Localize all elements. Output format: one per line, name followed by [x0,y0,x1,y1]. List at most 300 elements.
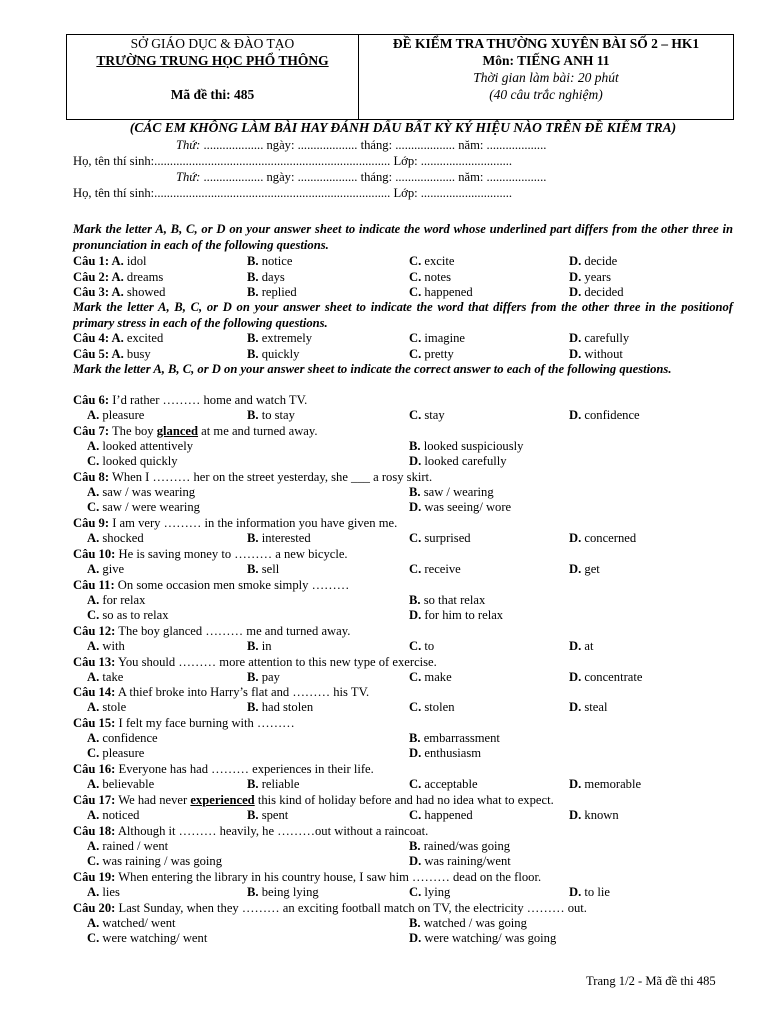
name-label: Họ, tên thí sinh: [73,154,155,168]
date-part: năm: [458,138,484,152]
option-letter: C. [409,639,425,653]
answer-option [87,485,195,500]
answer-option [409,562,461,577]
option-text: concentrate [584,670,643,684]
question-stem [73,716,295,731]
answer-option [247,808,288,823]
answer-option [247,285,297,300]
date-part: ngày: [266,170,295,184]
option-letter: A. [87,562,103,576]
option-letter: D. [569,531,585,545]
question-stem [73,470,432,485]
answer-option [87,639,125,654]
question-number: Câu 19: [73,870,116,884]
option-text: to lie [584,885,610,899]
date-part: năm: [458,170,484,184]
option-text: get [584,562,600,576]
question-stem [73,393,307,408]
option-text: enthusiasm [424,746,482,760]
question-stem [73,793,554,808]
option-letter: D. [409,931,425,945]
stem-text: The boy [111,424,157,438]
stem-text: You should ……… more attention to this new type of exercise. [118,655,437,669]
date-part: ................... [294,170,361,184]
option-text: embarrassment [423,731,500,745]
answer-option [569,347,623,362]
option-letter: A. [87,670,103,684]
option-letter: C. [409,808,425,822]
name-line [73,186,512,201]
answer-option [409,285,473,300]
stem-text: A thief broke into Harry’s flat and ……… his TV. [117,685,370,699]
answer-option [569,700,608,715]
answer-option [247,885,319,900]
option-text: pleasure [102,408,145,422]
answer-option [569,285,624,300]
option-letter: B. [247,670,262,684]
answer-option [87,931,207,946]
question-stem [73,547,348,562]
option-letter: A. [87,439,103,453]
answer-option [409,854,511,869]
option-text: acceptable [424,777,478,791]
option-letter: C. [409,331,425,345]
option-letter: A. [87,700,103,714]
option-letter: D. [569,331,585,345]
option-letter: D. [569,347,585,361]
answer-option [569,562,600,577]
option-text: looked quickly [102,454,178,468]
option-text: days [261,270,285,284]
option-text: stolen [424,700,455,714]
answer-option [409,777,478,792]
class-field: Lớp: ............................. [390,186,513,200]
question-number: Câu 13: [73,655,116,669]
option-letter: B. [247,347,262,361]
date-part: ................... [200,138,267,152]
option-letter: D. [569,270,585,284]
answer-option [87,531,144,546]
subject: Môn: TIẾNG ANH 11 [482,53,610,68]
option-letter: C. [87,500,103,514]
option-letter: B. [247,639,262,653]
option-text: steal [584,700,608,714]
header-left [67,35,358,103]
option-letter: A. [111,347,127,361]
question-number: Câu 16: [73,762,116,776]
option-text: lying [424,885,451,899]
date-part: tháng: [360,170,393,184]
option-letter: C. [87,608,103,622]
question-stem [73,516,397,531]
option-text: confidence [102,731,158,745]
answer-option [247,531,311,546]
instruction: Mark the letter A, B, C, or D on your answer sheet to indicate the word that differs from the other three in the positionof primary stress in each of the following questions. [73,300,733,330]
option-letter: B. [409,731,424,745]
answer-option [87,885,120,900]
date-part: Thứ: [176,170,201,184]
option-text: saw / was wearing [102,485,196,499]
option-letter: A. [87,808,103,822]
option-letter: B. [247,254,262,268]
option-letter: A. [87,839,103,853]
answer-option [569,331,629,346]
stem-text: this kind of holiday before and had no idea what to expect. [254,793,554,807]
option-letter: C. [409,270,425,284]
option-text: was seeing/ wore [424,500,512,514]
answer-option [409,670,452,685]
answer-option [247,639,272,654]
option-letter: B. [247,562,262,576]
question-number: Câu 6: [73,393,110,407]
option-text: noticed [102,808,140,822]
exam-code: Mã đề thi: 485 [170,87,255,102]
date-line [176,138,546,153]
stem-text: I’d rather ……… home and watch TV. [112,393,308,407]
answer-option [87,454,178,469]
answer-option [87,439,193,454]
option-letter: B. [247,285,262,299]
option-letter: B. [247,700,262,714]
name-line [73,154,512,169]
option-text: stay [424,408,445,422]
school-name: TRƯỜNG TRUNG HỌC PHỔ THÔNG [96,53,329,68]
option-text: to [424,639,435,653]
stem-text: We had never [118,793,191,807]
option-text: so that relax [423,593,486,607]
answer-option [87,608,169,623]
option-text: busy [126,347,151,361]
option-letter: C. [409,562,425,576]
answer-option [409,270,451,285]
option-letter: D. [569,285,585,299]
answer-option [569,639,594,654]
option-text: give [102,562,125,576]
option-letter: D. [569,562,585,576]
option-letter: B. [247,408,262,422]
option-letter: B. [247,808,262,822]
option-text: with [102,639,125,653]
option-text: decide [584,254,618,268]
answer-option [409,347,454,362]
stem-text: The boy glanced ……… me and turned away. [118,624,351,638]
option-letter: C. [409,347,425,361]
header-box [66,34,734,120]
option-text: receive [424,562,461,576]
option-letter: A. [111,331,127,345]
option-letter: D. [569,885,585,899]
date-part: tháng: [360,138,393,152]
option-letter: A. [87,639,103,653]
answer-option [569,670,642,685]
option-text: decided [584,285,624,299]
stem-text: Although it ……… heavily, he ………out without a raincoat. [117,824,429,838]
option-letter: C. [87,746,103,760]
option-text: surprised [424,531,471,545]
option-text: known [584,808,619,822]
answer-option [87,670,123,685]
option-letter: C. [409,885,425,899]
option-text: was raining / was going [102,854,223,868]
option-letter: A. [87,731,103,745]
option-letter: B. [247,331,262,345]
question-number: Câu 9: [73,516,110,530]
underlined-word: glanced [156,424,199,438]
option-letter: C. [87,854,103,868]
option-text: happened [424,285,473,299]
time-limit: Thời gian làm bài: 20 phút [473,70,619,85]
option-text: idol [126,254,147,268]
option-text: rained/was going [423,839,511,853]
question-label [73,285,165,300]
option-text: looked suspiciously [423,439,524,453]
answer-option [87,746,144,761]
question-stem [73,901,587,916]
option-letter: A. [87,485,103,499]
option-text: memorable [584,777,642,791]
answer-option [569,254,617,269]
option-letter: A. [111,270,127,284]
option-letter: B. [247,777,262,791]
option-letter: C. [409,408,425,422]
answer-option [569,270,611,285]
option-letter: C. [87,931,103,945]
option-text: shocked [102,531,144,545]
name-dots: ........................................................................... [154,186,391,200]
option-letter: A. [87,777,103,791]
question-stem [73,424,318,439]
answer-option [569,777,641,792]
answer-option [87,731,158,746]
answer-option [409,700,455,715]
option-letter: C. [409,285,425,299]
question-number: Câu 10: [73,547,116,561]
option-letter: D. [409,500,425,514]
date-part: ................... [392,170,459,184]
option-text: carefully [584,331,630,345]
question-count: (40 câu trắc nghiệm) [489,87,603,102]
option-letter: B. [409,593,424,607]
question-number: Câu 4: [73,331,112,345]
option-text: imagine [424,331,465,345]
answer-option [87,593,145,608]
answer-option [409,916,527,931]
warning-text: (CÁC EM KHÔNG LÀM BÀI HAY ĐÁNH DẤU BẤT KỲ KÝ HIỆU NÀO TRÊN ĐỀ KIỂM TRA) [129,120,677,135]
option-text: were watching/ went [102,931,208,945]
option-text: without [584,347,623,361]
stem-text: He is saving money to ……… a new bicycle. [118,547,348,561]
stem-text: When I ……… her on the street yesterday, she ___ a rosy skirt. [111,470,433,484]
option-letter: A. [87,531,103,545]
stem-text: at me and turned away. [198,424,318,438]
question-label [73,270,163,285]
option-letter: C. [409,700,425,714]
option-text: confidence [584,408,640,422]
stem-text: Last Sunday, when they ……… an exciting football match on TV, the electricity ……… out. [118,901,587,915]
option-text: saw / wearing [423,485,494,499]
option-letter: D. [569,808,585,822]
option-letter: B. [247,531,262,545]
exam-title: ĐỀ KIỂM TRA THƯỜNG XUYÊN BÀI SỐ 2 – HK1 [392,36,700,51]
option-letter: B. [409,839,424,853]
answer-option [409,531,471,546]
option-text: reliable [261,777,300,791]
option-text: showed [126,285,166,299]
option-text: looked attentively [102,439,193,453]
answer-option [87,854,222,869]
answer-option [409,931,556,946]
answer-option [409,254,454,269]
option-text: stole [102,700,127,714]
question-stem [73,578,349,593]
answer-option [87,808,139,823]
answer-option [87,700,126,715]
option-letter: A. [87,885,103,899]
date-line [176,170,546,185]
answer-option [247,347,299,362]
answer-option [87,500,200,515]
option-text: looked carefully [424,454,507,468]
option-letter: D. [409,854,425,868]
option-letter: A. [87,593,103,607]
date-part: ................... [483,170,547,184]
option-text: was raining/went [424,854,511,868]
question-number: Câu 1: [73,254,112,268]
question-stem [73,870,541,885]
question-number: Câu 18: [73,824,116,838]
instruction: Mark the letter A, B, C, or D on your answer sheet to indicate the correct answer to each of the following questions. [73,362,672,376]
stem-text: Everyone has had ……… experiences in their life. [118,762,374,776]
option-text: at [584,639,594,653]
question-number: Câu 8: [73,470,110,484]
answer-option [409,639,434,654]
option-text: happened [424,808,473,822]
question-number: Câu 2: [73,270,112,284]
option-letter: A. [111,254,127,268]
answer-option [409,500,511,515]
option-letter: C. [409,531,425,545]
question-number: Câu 11: [73,578,115,592]
option-letter: B. [409,485,424,499]
answer-option [409,885,450,900]
option-text: make [424,670,452,684]
date-part: ................... [294,138,361,152]
date-part: ................... [200,170,267,184]
answer-option [247,777,299,792]
option-text: watched / was going [423,916,527,930]
answer-option [409,408,445,423]
answer-option [247,670,280,685]
question-number: Câu 5: [73,347,112,361]
date-part: Thứ: [176,138,201,152]
option-text: pretty [424,347,454,361]
underlined-word: experienced [190,793,255,807]
option-letter: D. [569,670,585,684]
option-text: extremely [261,331,313,345]
answer-option [87,839,168,854]
option-letter: C. [87,454,103,468]
question-stem [73,824,428,839]
option-letter: A. [111,285,127,299]
question-label [73,331,163,346]
answer-option [409,731,500,746]
answer-option [409,439,523,454]
answer-option [87,562,124,577]
option-text: being lying [261,885,319,899]
option-letter: B. [247,885,262,899]
dept-name: SỞ GIÁO DỤC & ĐÀO TẠO [130,36,295,51]
option-text: quickly [261,347,300,361]
option-letter: B. [409,916,424,930]
question-number: Câu 15: [73,716,116,730]
answer-option [247,270,285,285]
answer-option [409,485,494,500]
option-letter: B. [247,270,262,284]
option-text: believable [102,777,155,791]
question-number: Câu 17: [73,793,116,807]
option-text: pay [261,670,280,684]
answer-option [569,885,610,900]
instruction: Mark the letter A, B, C, or D on your answer sheet to indicate the word whose underlined part differs from the other three in pronunciation in each of the following questions. [73,222,733,252]
option-text: dreams [126,270,164,284]
option-text: replied [261,285,297,299]
question-stem [73,685,369,700]
option-letter: D. [569,777,585,791]
class-field: Lớp: ............................. [390,154,513,168]
option-text: excited [126,331,164,345]
answer-option [409,593,485,608]
question-number: Câu 3: [73,285,112,299]
answer-option [409,808,473,823]
option-text: in [261,639,272,653]
question-stem [73,655,437,670]
answer-option [409,608,503,623]
option-text: lies [102,885,120,899]
stem-text: When entering the library in his country house, I saw him ……… dead on the floor. [118,870,542,884]
answer-option [247,562,279,577]
option-letter: D. [569,408,585,422]
date-part: ................... [483,138,547,152]
option-letter: D. [409,746,425,760]
option-letter: D. [569,700,585,714]
question-number: Câu 20: [73,901,116,915]
option-letter: C. [409,777,425,791]
answer-option [87,916,176,931]
option-letter: A. [87,916,103,930]
option-text: concerned [584,531,637,545]
answer-option [87,408,144,423]
option-text: take [102,670,124,684]
answer-option [409,746,481,761]
option-text: saw / were wearing [102,500,200,514]
date-part: ................... [392,138,459,152]
option-letter: C. [409,670,425,684]
option-letter: D. [569,254,585,268]
answer-option [247,331,312,346]
stem-text: I felt my face burning with ……… [118,716,295,730]
question-number: Câu 7: [73,424,110,438]
question-label [73,254,147,269]
option-letter: D. [409,454,425,468]
option-text: rained / went [102,839,169,853]
page-footer: Trang 1/2 - Mã đề thi 485 [586,974,716,988]
option-text: years [584,270,611,284]
option-text: excite [424,254,455,268]
question-stem [73,762,374,777]
answer-option [247,254,292,269]
answer-option [409,331,465,346]
option-text: sell [261,562,280,576]
